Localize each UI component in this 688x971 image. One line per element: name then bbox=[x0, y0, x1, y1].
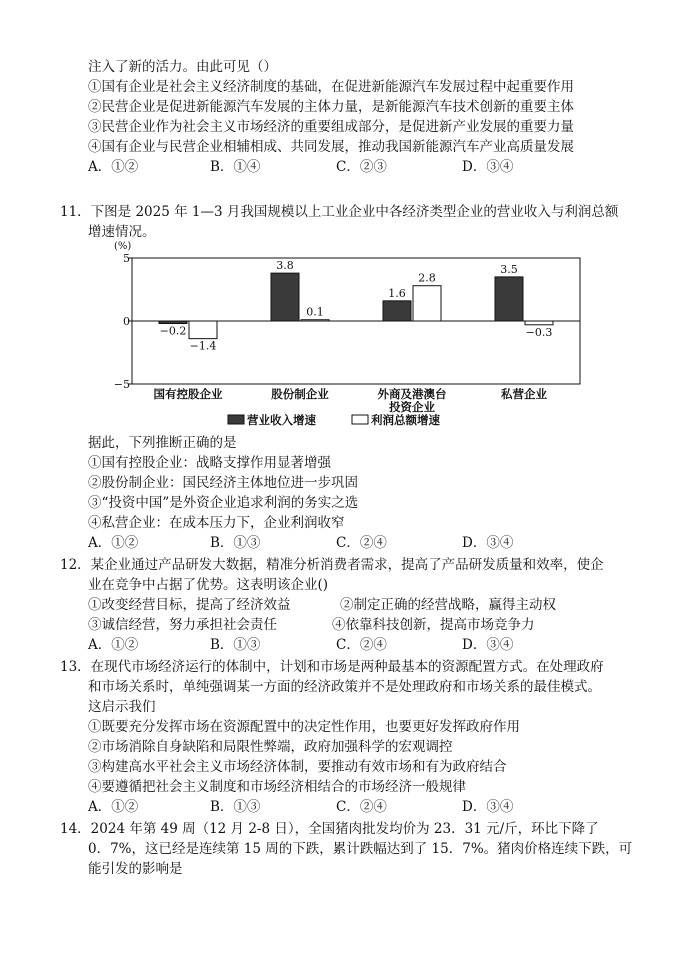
category-label: 国有控股企业 bbox=[153, 387, 223, 401]
q10-option-c[interactable]: C．②③ bbox=[336, 159, 387, 175]
q12-statement-3: ③诚信经营，努力承担社会责任 bbox=[88, 617, 277, 633]
q12-option-b[interactable]: B．①③ bbox=[210, 637, 261, 653]
q14-stem-line1: 14．2024 年第 49 周（12 月 2-8 日），全国猪肉批发均价为 23．31 元/斤，环比下降了 bbox=[60, 821, 599, 837]
q12-options bbox=[88, 636, 588, 654]
q11-option-c[interactable]: C．②④ bbox=[336, 535, 387, 551]
legend-swatch bbox=[352, 415, 368, 424]
y-tick-label: 0 bbox=[123, 315, 130, 328]
bar bbox=[525, 321, 553, 325]
q12-option-d[interactable]: D．③④ bbox=[462, 637, 514, 653]
q10-options bbox=[88, 158, 588, 176]
category-label: 股份制企业 bbox=[271, 387, 329, 401]
q10-option-b[interactable]: B．①④ bbox=[210, 159, 261, 175]
chart-legend bbox=[228, 413, 440, 427]
bar bbox=[189, 321, 217, 339]
legend-swatch bbox=[228, 415, 244, 424]
q13-option-b[interactable]: B．①③ bbox=[210, 799, 261, 815]
q11-option-a[interactable]: A．①② bbox=[88, 535, 139, 551]
q10-intro: 注入了新的活力。由此可见（） bbox=[88, 59, 277, 75]
q12-stem-line1: 12．某企业通过产品研发大数据，精准分析消费者需求，提高了产品研发质量和效率，使企 bbox=[60, 557, 604, 573]
q13-statement-2: ②市场消除自身缺陷和局限性弊端，政府加强科学的宏观调控 bbox=[88, 739, 453, 755]
q10-statement-2: ②民营企业是促进新能源汽车发展的主体力量，是新能源汽车技术创新的重要主体 bbox=[88, 99, 574, 115]
bar bbox=[271, 273, 299, 321]
q11-option-d[interactable]: D．③④ bbox=[462, 535, 514, 551]
q10-statement-1: ①国有企业是社会主义经济制度的基础，在促进新能源汽车发展过程中起重要作用 bbox=[88, 79, 574, 95]
q10-statement-4: ④国有企业与民营企业相辅相成、共同发展，推动我国新能源汽车产业高质量发展 bbox=[88, 139, 574, 155]
q13-stem-line1: 13．在现代市场经济运行的体制中，计划和市场是两种最基本的资源配置方式。在处理政府 bbox=[60, 659, 604, 675]
bar-value-label: 0.1 bbox=[306, 305, 324, 319]
y-tick-label: 5 bbox=[123, 252, 130, 265]
bar-value-label: −1.4 bbox=[189, 339, 217, 353]
bar bbox=[495, 277, 523, 321]
q11-options bbox=[88, 534, 588, 552]
bar-value-label: 3.5 bbox=[500, 262, 518, 276]
y-axis-unit: (%) bbox=[114, 241, 132, 252]
q11-statement-2: ②股份制企业：国民经济主体地位进一步巩固 bbox=[88, 475, 358, 491]
bar-value-label: −0.2 bbox=[159, 324, 187, 338]
q10-option-a[interactable]: A．①② bbox=[88, 159, 139, 175]
bar bbox=[159, 321, 187, 324]
q11-stem-line1: 11．下图是 2025 年 1—3 月我国规模以上工业企业中各经济类型企业的营业收入与利润总额 bbox=[60, 204, 619, 220]
chart-bars bbox=[159, 273, 553, 339]
q10-statement-3: ③民营企业作为社会主义市场经济的重要组成部分，是促进新产业发展的重要力量 bbox=[88, 119, 574, 135]
q13-stem-line2: 和市场关系时，单纯强调某一方面的经济政策并不是处理政府和市场关系的最佳模式。 bbox=[88, 679, 601, 695]
q13-statement-1: ①既要充分发挥市场在资源配置中的决定性作用，也要更好发挥政府作用 bbox=[88, 719, 520, 735]
q11-bar-chart bbox=[88, 238, 588, 430]
y-tick-label: −5 bbox=[113, 378, 130, 391]
q12-option-c[interactable]: C．②④ bbox=[336, 637, 387, 653]
legend-label: 营业收入增速 bbox=[247, 413, 316, 427]
legend-label: 利润总额增速 bbox=[371, 413, 440, 427]
bar bbox=[413, 286, 441, 321]
q13-statement-4: ④要遵循把社会主义制度和市场经济相结合的市场经济一般规律 bbox=[88, 779, 466, 795]
q11-statement-4: ④私营企业：在成本压力下，企业利润收窄 bbox=[88, 515, 345, 531]
category-label-line2: 投资企业 bbox=[389, 400, 435, 414]
q12-option-a[interactable]: A．①② bbox=[88, 637, 139, 653]
q13-statement-3: ③构建高水平社会主义市场经济体制，要推动有效市场和有为政府结合 bbox=[88, 759, 507, 775]
q11-option-b[interactable]: B．①③ bbox=[210, 535, 261, 551]
q13-options bbox=[88, 798, 588, 816]
q13-option-a[interactable]: A．①② bbox=[88, 799, 139, 815]
q11-statement-1: ①国有控股企业：战略支撑作用显著增强 bbox=[88, 455, 331, 471]
bar-value-label: 1.6 bbox=[388, 286, 406, 300]
bar-value-label: −0.3 bbox=[525, 325, 553, 339]
bar bbox=[383, 301, 411, 321]
q11-after: 据此，下列推断正确的是 bbox=[88, 435, 237, 451]
q14-stem-line3: 能引发的影响是 bbox=[88, 861, 183, 877]
bar-value-label: 3.8 bbox=[276, 259, 294, 273]
q13-option-d[interactable]: D．③④ bbox=[462, 799, 514, 815]
q10-option-d[interactable]: D．③④ bbox=[462, 159, 514, 175]
bar bbox=[301, 320, 329, 321]
q12-stem-line2: 业在竞争中占据了优势。这表明该企业() bbox=[88, 577, 329, 593]
q12-statement-2: ②制定正确的经营战略，赢得主动权 bbox=[340, 597, 556, 613]
bar-value-label: 2.8 bbox=[418, 271, 436, 285]
q14-stem-line2: 0．7%，这已经是连续第 15 周的下跌，累计跌幅达到了 15．7%。猪肉价格连续下跌，可 bbox=[88, 841, 633, 857]
category-label: 私营企业 bbox=[501, 387, 547, 401]
q13-stem-line3: 这启示我们 bbox=[88, 699, 156, 715]
q12-statement-1: ①改变经营目标，提高了经济效益 bbox=[88, 597, 291, 613]
q13-option-c[interactable]: C．②④ bbox=[336, 799, 387, 815]
q12-statement-4: ④依靠科技创新，提高市场竞争力 bbox=[332, 617, 535, 633]
category-label: 外商及港澳台 bbox=[377, 387, 447, 401]
q11-stem-line2: 增速情况。 bbox=[88, 224, 156, 240]
q11-statement-3: ③“投资中国”是外资企业追求利润的务实之选 bbox=[88, 495, 359, 511]
